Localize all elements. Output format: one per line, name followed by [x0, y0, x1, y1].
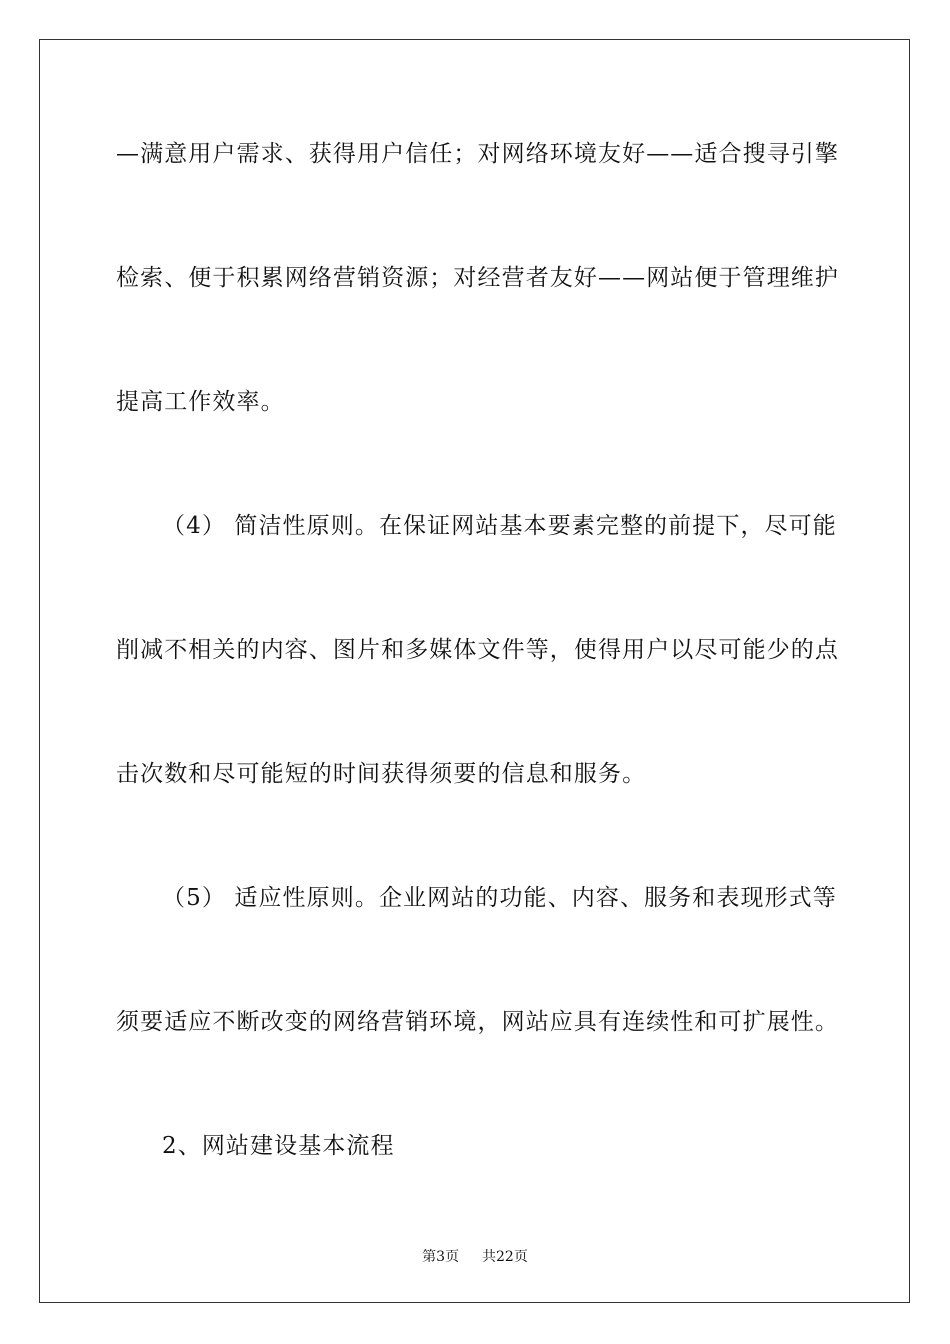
- principle-4-line-1: （4） 简洁性原则。在保证网站基本要素完整的前提下，尽可能: [162, 513, 837, 539]
- section-heading: 2、网站建设基本流程: [162, 1133, 395, 1159]
- principle-4-line-2: 削减不相关的内容、图片和多媒体文件等，使得用户以尽可能少的点: [116, 637, 839, 663]
- page-total: 共22页: [482, 1249, 528, 1265]
- principle-4-line-3: 击次数和尽可能短的时间获得须要的信息和服务。: [116, 761, 647, 787]
- principle-5-line-2: 须要适应不断改变的网络营销环境，网站应具有连续性和可扩展性。: [116, 1009, 839, 1035]
- page-footer: [0, 1248, 950, 1266]
- page-number: 第3页: [422, 1249, 460, 1265]
- paragraph-line-1: —满意用户需求、获得用户信任；对网络环境友好——适合搜寻引擎: [116, 141, 839, 167]
- paragraph-line-2: 检索、便于积累网络营销资源；对经营者友好——网站便于管理维护: [116, 265, 839, 291]
- page-border: [39, 39, 910, 1303]
- paragraph-line-3: 提高工作效率。: [116, 389, 285, 415]
- principle-5-line-1: （5） 适应性原则。企业网站的功能、内容、服务和表现形式等: [162, 885, 837, 911]
